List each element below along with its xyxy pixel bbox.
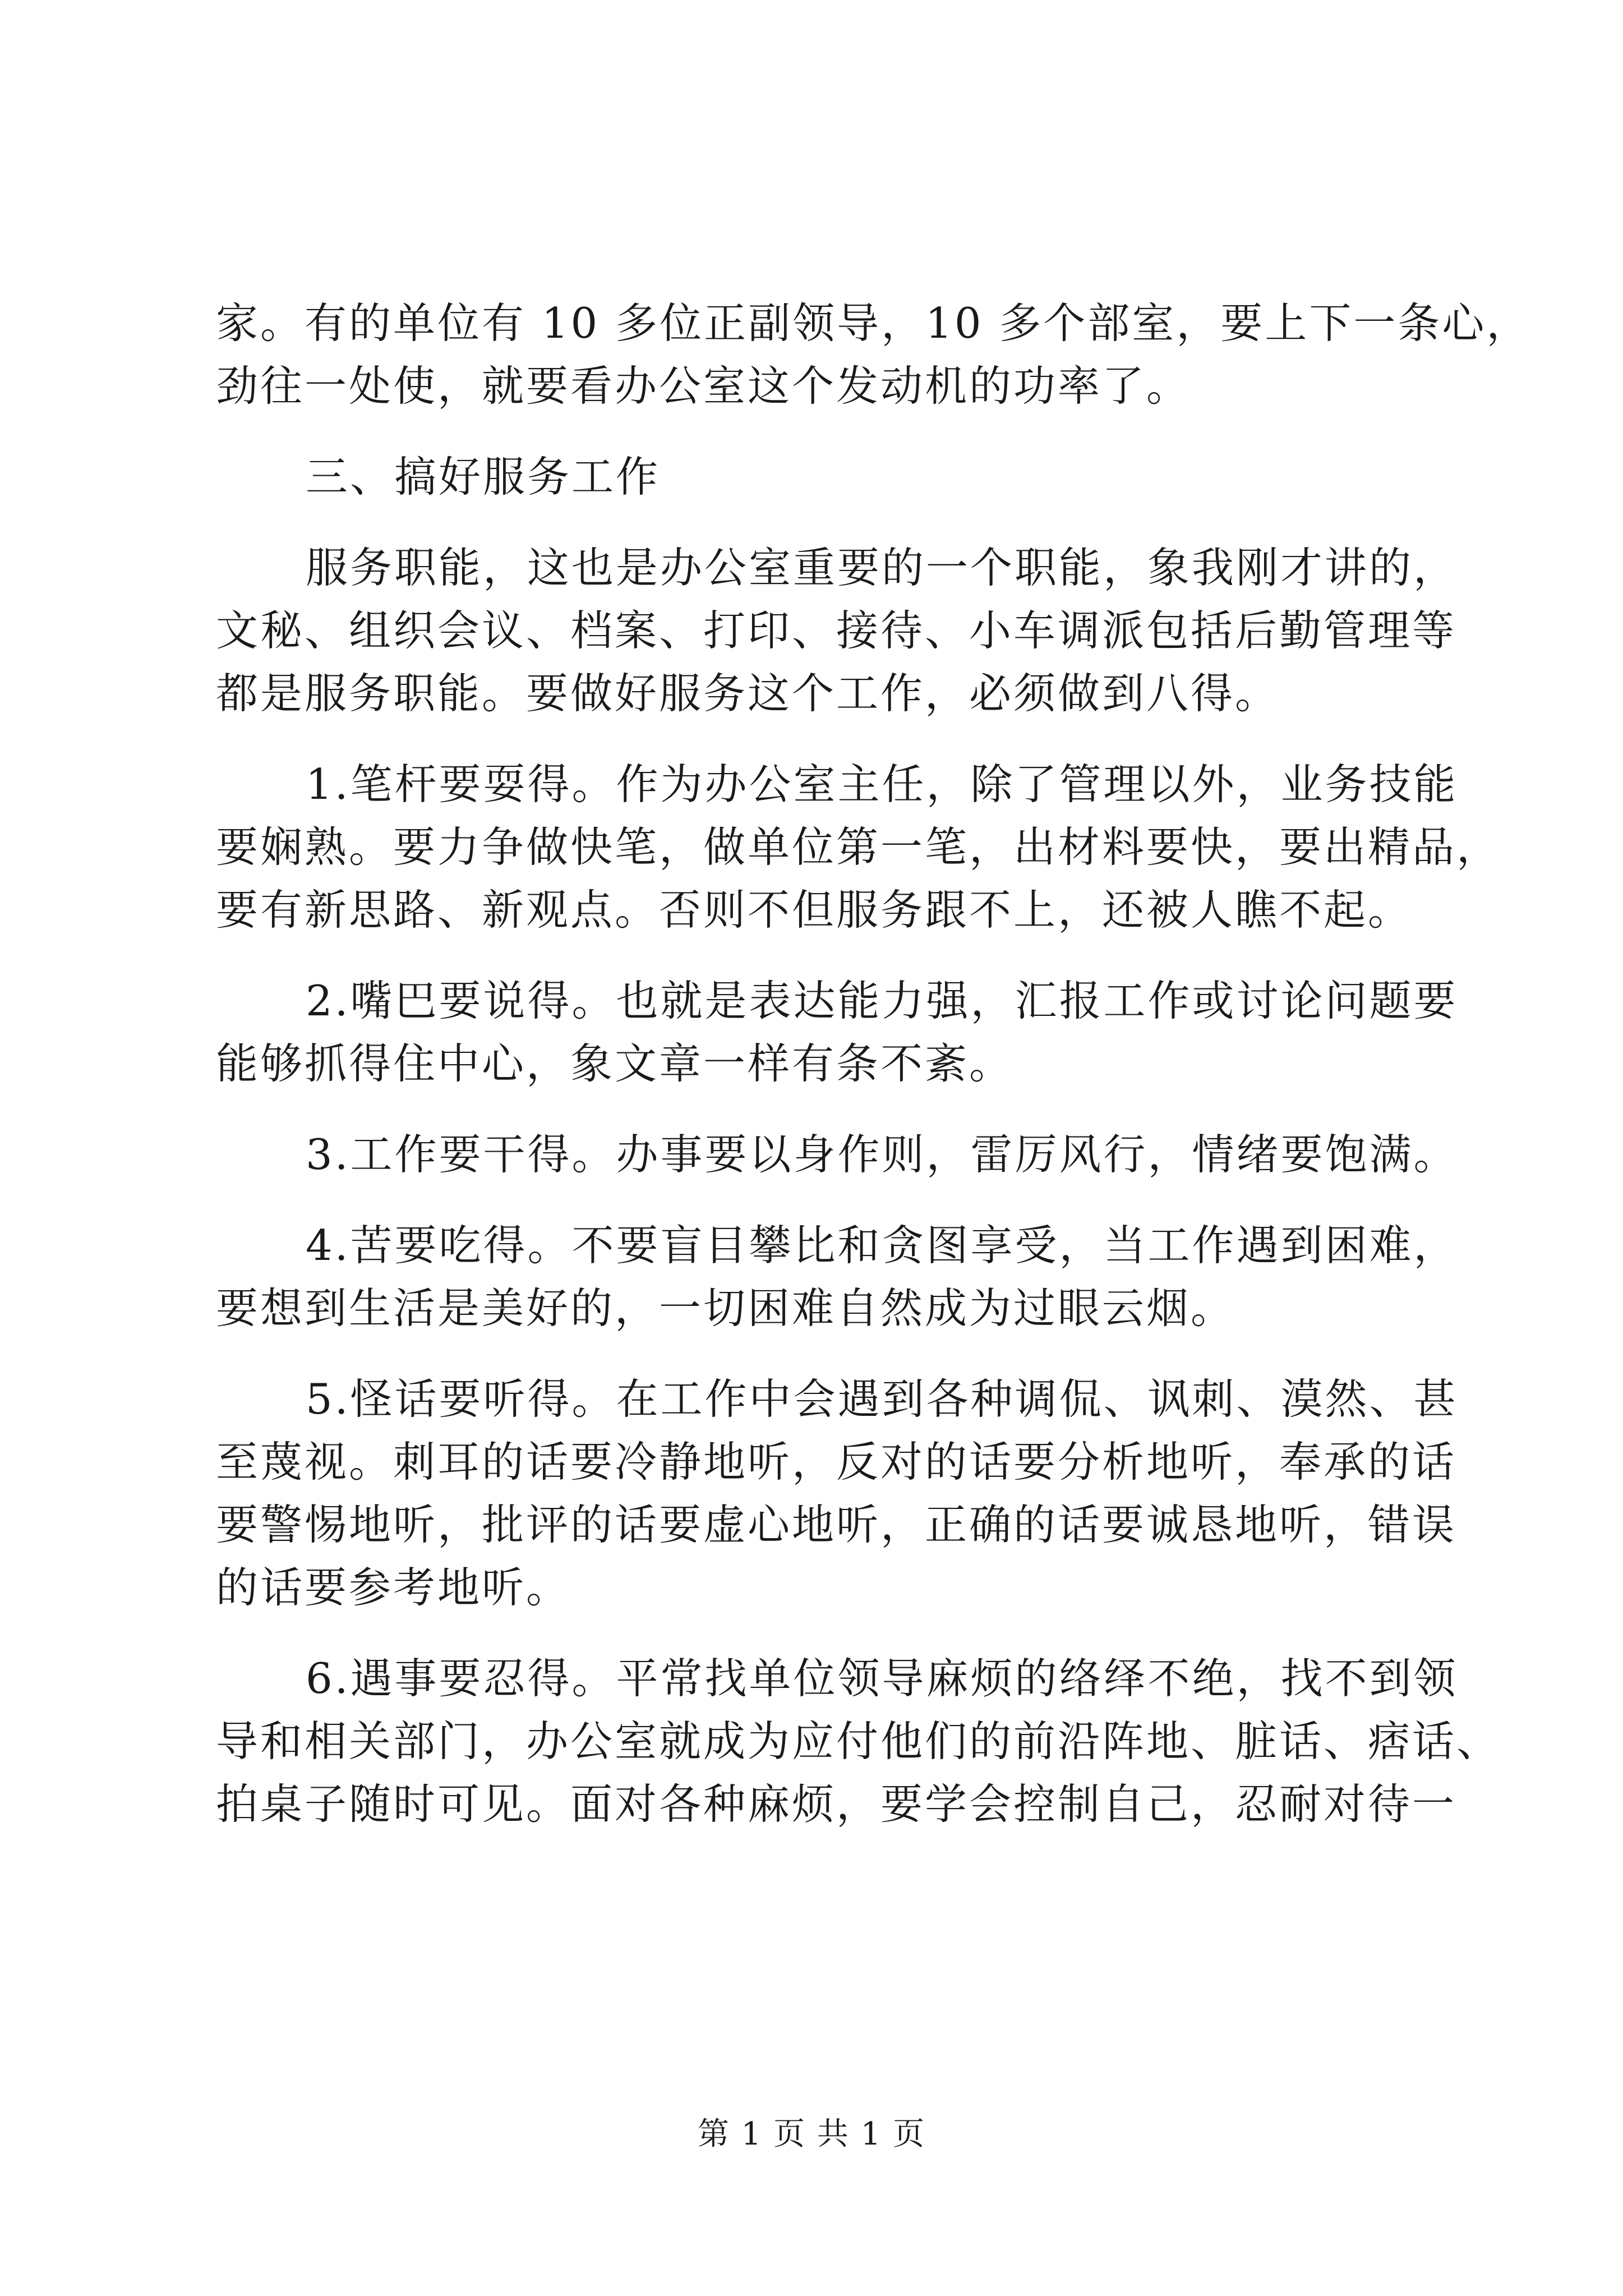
page-number-label: 第 1 页 共 1 页: [697, 2116, 926, 2152]
paragraph-line: 家。有的单位有 10 多位正副领导，10 多个部室，要上下一条心，: [216, 298, 1531, 348]
page-footer: [0, 2115, 1623, 2154]
paragraph-line: 都是服务职能。要做好服务这个工作，必须做到八得。: [216, 669, 1280, 718]
list-item-line: 的话要参考地听。: [216, 1563, 571, 1612]
section-heading: 三、搞好服务工作: [306, 452, 661, 501]
paragraph-line: 劲往一处使，就要看办公室这个发动机的功率了。: [216, 361, 1191, 411]
list-item-line: 2.嘴巴要说得。也就是表达能力强，汇报工作或讨论问题要: [306, 976, 1458, 1025]
list-item-line: 能够抓得住中心，象文章一样有条不紊。: [216, 1039, 1014, 1088]
list-item-line: 至蔑视。刺耳的话要冷静地听，反对的话要分析地听，奉承的话: [216, 1437, 1457, 1487]
list-item-line: 要想到生活是美好的，一切困难自然成为过眼云烟。: [216, 1283, 1235, 1333]
list-item-line: 要娴熟。要力争做快笔，做单位第一笔，出材料要快，要出精品，: [216, 822, 1501, 872]
list-item-line: 3.工作要干得。办事要以身作则，雷厉风行，情绪要饱满。: [306, 1130, 1458, 1179]
list-item-line: 6.遇事要忍得。平常找单位领导麻烦的络绎不绝，找不到领: [306, 1654, 1458, 1703]
list-item-line: 拍桌子随时可见。面对各种麻烦，要学会控制自己，忍耐对待一: [216, 1779, 1457, 1829]
list-item-line: 导和相关部门，办公室就成为应付他们的前沿阵地、脏话、痞话、: [216, 1717, 1501, 1766]
paragraph-line: 文秘、组织会议、档案、打印、接待、小车调派包括后勤管理等: [216, 606, 1457, 655]
paragraph-line: 服务职能，这也是办公室重要的一个职能，象我刚才讲的，: [306, 543, 1458, 592]
list-item-line: 要有新思路、新观点。否则不但服务跟不上，还被人瞧不起。: [216, 885, 1413, 935]
list-item-line: 要警惕地听，批评的话要虚心地听，正确的话要诚恳地听，错误: [216, 1500, 1457, 1549]
list-item-line: 5.怪话要听得。在工作中会遇到各种调侃、讽刺、漠然、甚: [306, 1374, 1458, 1424]
document-body: [216, 292, 1531, 1835]
list-item-line: 1.笔杆要耍得。作为办公室主任，除了管理以外，业务技能: [306, 760, 1458, 809]
list-item-line: 4.苦要吃得。不要盲目攀比和贪图享受，当工作遇到困难，: [306, 1221, 1458, 1270]
